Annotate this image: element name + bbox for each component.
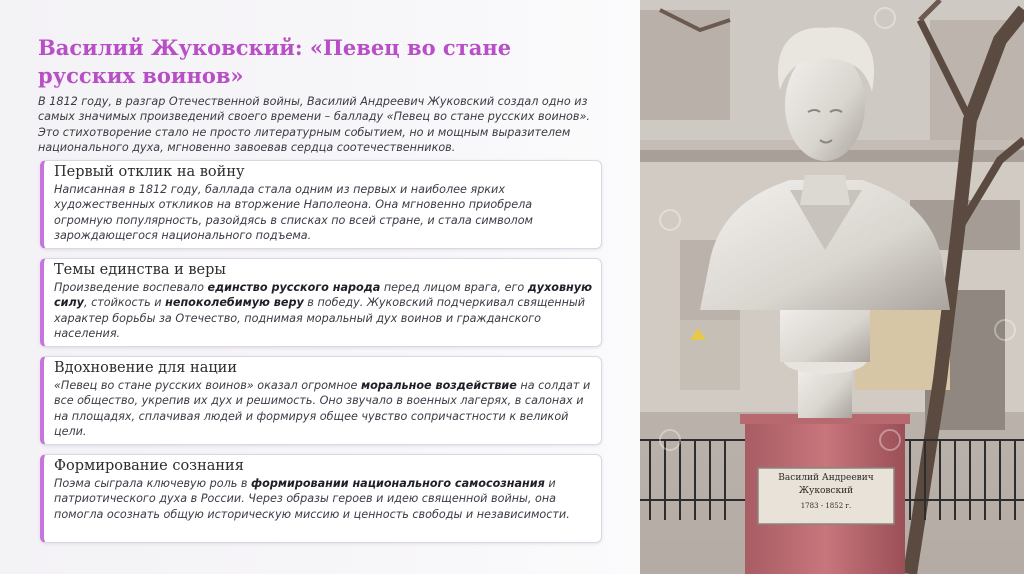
emphasis-text: формировании национального самосознания	[251, 477, 545, 490]
text-run: Произведение воспевало	[54, 281, 208, 294]
card-text	[54, 476, 593, 522]
plaque-name-line1: Василий Андреевич	[778, 473, 874, 483]
bust-photo	[640, 0, 1024, 574]
text-run: «Певец во стане русских воинов» оказал огромное	[54, 379, 361, 392]
emphasis-text: непоколебимую веру	[165, 296, 304, 310]
card-first-response	[40, 160, 602, 249]
plaque-name-line2: Жуковский	[798, 486, 854, 496]
slide-title: Василий Жуковский: «Певец во стане русских воинов»	[38, 35, 512, 88]
text-run: Написанная в 1812 году, баллада стала одним из первых и наиболее ярких художественных откликов на вторжение Наполеона. Она мгновенно приобрела огромную популярность, разойдясь в списках по всей стране, и стала символом зарождающегося национального подъема.	[54, 183, 533, 243]
emphasis-text: духовную силу	[54, 281, 592, 310]
card-title: Вдохновение для нации	[54, 360, 238, 376]
text-run: в победу. Жуковский подчеркивал священный характер борьбы за Отечество, поднимая моральный дух воинов и гражданского населения.	[54, 296, 586, 341]
card-title: Первый отклик на войну	[54, 164, 245, 180]
card-text	[54, 182, 593, 244]
intro-paragraph: В 1812 году, в разгар Отечественной войны, Василий Андреевич Жуковский создал одно из самых значимых произведений своего времени – балладу «Певец во стане русских воинов». Это стихотворение стало не просто литературным событием, но и мощным выразителем национального духа, мгновенно завоевав сердца соотечественников.	[38, 95, 590, 155]
card-text	[54, 378, 593, 440]
text-run: и патриотического духа в России. Через образы героев и идею священной войны, она помогла осознать общую историческую миссию и ценность свободы и независимости.	[54, 477, 570, 521]
card-consciousness	[40, 454, 602, 543]
text-run: Поэма сыграла ключевую роль в	[54, 477, 252, 490]
text-run: на солдат и все общество, укрепив их дух и решимость. Оно звучало в военных лагерях, в салонах и на площадях, сплачивая людей и формируя общее чувство сопричастности к великой цели.	[54, 379, 591, 439]
plaque-years: 1783 - 1852 г.	[800, 502, 852, 510]
emphasis-text: моральное воздействие	[360, 379, 517, 392]
card-title: Формирование сознания	[54, 458, 244, 474]
text-run: перед лицом врага, его	[380, 281, 528, 294]
text-run: , стойкость и	[83, 296, 166, 310]
emphasis-text: единство русского народа	[207, 281, 381, 294]
card-unity-faith	[40, 258, 602, 347]
card-text	[54, 280, 593, 342]
plaque-text	[758, 472, 894, 514]
card-title: Темы единства и веры	[54, 262, 226, 278]
card-inspiration	[40, 356, 602, 445]
